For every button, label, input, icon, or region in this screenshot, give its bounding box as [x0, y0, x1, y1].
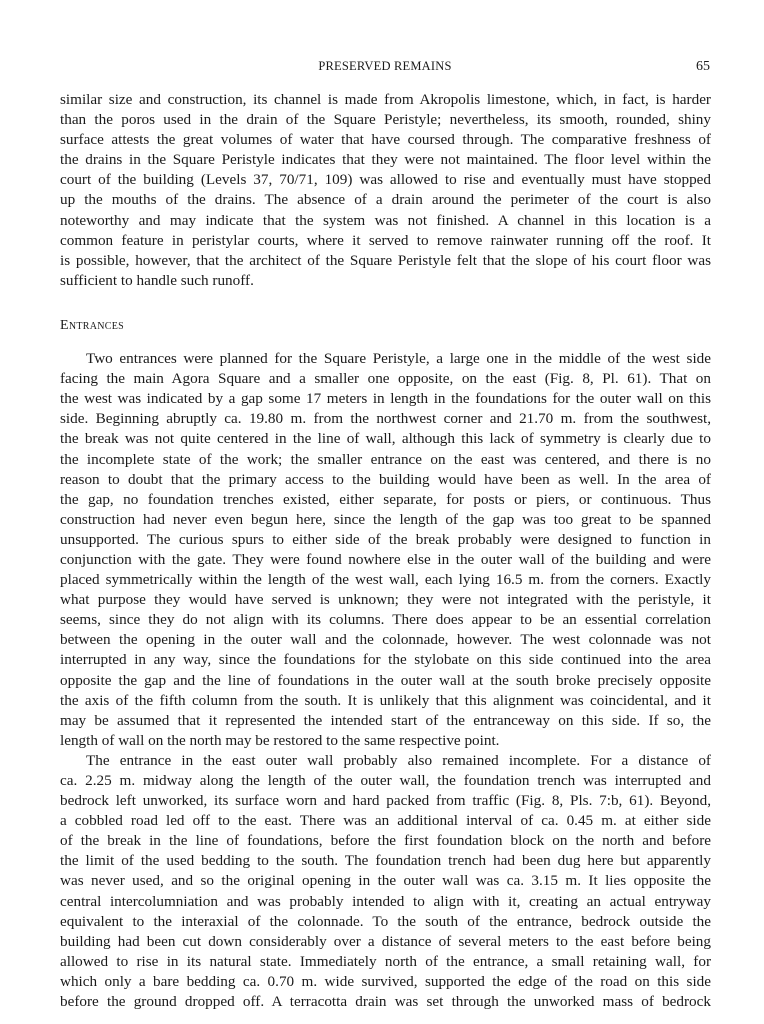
text-line: sufficient to handle such runoff.	[60, 271, 254, 289]
text-line: than the poros used in the drain of the Square Peristyle; nevertheless, its smooth, rounded, shiny	[60, 111, 711, 129]
body-text	[60, 90, 711, 1012]
section-spacer	[60, 291, 711, 316]
paragraph-2	[60, 349, 711, 751]
text-line: building had been cut down considerably over a distance of several meters to the east before being	[60, 932, 711, 950]
running-head	[60, 59, 710, 79]
running-title: PRESERVED REMAINS	[318, 59, 452, 73]
text-line: central intercolumniation and was probably intended to align with it, creating an actual entryway	[60, 892, 711, 910]
text-line: similar size and construction, its channel is made from Akropolis limestone, which, in fact, is harder	[60, 91, 711, 108]
text-line: bedrock left unworked, its surface worn and hard packed from traffic (Fig. 8, Pls. 7:b, 61). Beyond,	[60, 792, 711, 810]
paragraph-1	[60, 90, 711, 291]
text-line: of the break in the line of foundations, before the first foundation block on the north and before	[60, 832, 711, 850]
text-line: opposite the gap and the line of foundations in the outer wall at the south broke precisely opposite	[60, 671, 711, 689]
text-line: before the ground dropped off. A terracotta drain was set through the unworked mass of bedrock	[60, 993, 711, 1011]
text-line: the west was indicated by a gap some 17 meters in length in the foundations for the outer wall on this	[60, 390, 711, 408]
text-line: the drains in the Square Peristyle indicates that they were not maintained. The floor level within the	[60, 151, 711, 169]
text-line: conjunction with the gate. They were found nowhere else in the outer wall of the building and were	[60, 550, 711, 568]
text-line: surface attests the great volumes of water that have coursed through. The comparative freshness of	[60, 131, 711, 149]
text-line: is possible, however, that the architect of the Square Peristyle felt that the slope of his court floor was	[60, 251, 711, 269]
text-line: what purpose they would have served is unknown; they were not integrated with the peristyle, it	[60, 591, 711, 609]
text-line: up the mouths of the drains. The absence of a drain around the perimeter of the court is also	[60, 191, 711, 209]
paragraph-3	[60, 751, 711, 1012]
text-line: ca. 2.25 m. midway along the length of the outer wall, the foundation trench was interrupted and	[60, 772, 711, 789]
page-number: 65	[696, 59, 710, 74]
text-line: reason to doubt that the primary access to the building would have been as well. In the area of	[60, 470, 711, 488]
text-line: court of the building (Levels 37, 70/71, 109) was allowed to rise and eventually must have stopped	[60, 171, 711, 189]
text-line: seems, since they do not align with its columns. There does appear to be an essential correlation	[60, 611, 711, 629]
text-line: which only a bare bedding ca. 0.70 m. wide survived, supported the edge of the road on this side	[60, 972, 711, 990]
text-line: the incomplete state of the work; the smaller entrance on the east was centered, and there is no	[60, 450, 711, 468]
text-line: side. Beginning abruptly ca. 19.80 m. from the northwest corner and 21.70 m. from the southwest,	[60, 410, 711, 428]
text-line: placed symmetrically within the length of the west wall, each lying 16.5 m. from the corners. Exactly	[60, 571, 711, 589]
text-line: the axis of the fifth column from the south. It is unlikely that this alignment was coincidental, and it	[60, 691, 711, 709]
text-line: the gap, no foundation trenches existed, either separate, for posts or piers, or continuous. Thus	[60, 490, 711, 508]
text-line: construction had never even begun here, since the length of the gap was too great to be spanned	[60, 510, 711, 528]
text-line: was never used, and so the original opening in the outer wall was ca. 3.15 m. It lies opposite the	[60, 872, 711, 890]
text-line: interrupted in any way, since the foundations for the stylobate on this side continued into the area	[60, 651, 711, 669]
text-line: allowed to rise in its natural state. Immediately north of the entrance, a small retaining wall, for	[60, 952, 711, 970]
text-line: noteworthy and may indicate that the system was not finished. A channel in this location is a	[60, 211, 711, 229]
text-line: The entrance in the east outer wall probably also remained incomplete. For a distance of	[86, 751, 711, 769]
text-line: between the opening in the outer wall and the colonnade, however. The west colonnade was not	[60, 631, 711, 649]
text-line: facing the main Agora Square and a smaller one opposite, on the east (Fig. 8, Pl. 61). That on	[60, 370, 711, 388]
section-heading: Entrances	[60, 317, 125, 333]
text-line: may be assumed that it represented the intended start of the entranceway on this side. If so, the	[60, 711, 711, 729]
text-line: common feature in peristylar courts, where it served to remove rainwater running off the roof. It	[60, 231, 711, 249]
text-line: Two entrances were planned for the Square Peristyle, a large one in the middle of the west side	[86, 350, 711, 368]
text-line: unsupported. The curious spurs to either side of the break probably were designed to function in	[60, 530, 711, 548]
text-line: a cobbled road led off to the east. There was an additional interval of ca. 0.45 m. at either side	[60, 812, 711, 830]
text-line: equivalent to the interaxial of the colonnade. To the south of the entrance, bedrock outside the	[60, 912, 711, 930]
text-line: the break was not quite centered in the line of wall, although this lack of symmetry is clearly due to	[60, 430, 711, 448]
text-line: length of wall on the north may be restored to the same respective point.	[60, 731, 500, 749]
text-line: the limit of the used bedding to the south. The foundation trench had been dug here but apparently	[60, 852, 711, 870]
